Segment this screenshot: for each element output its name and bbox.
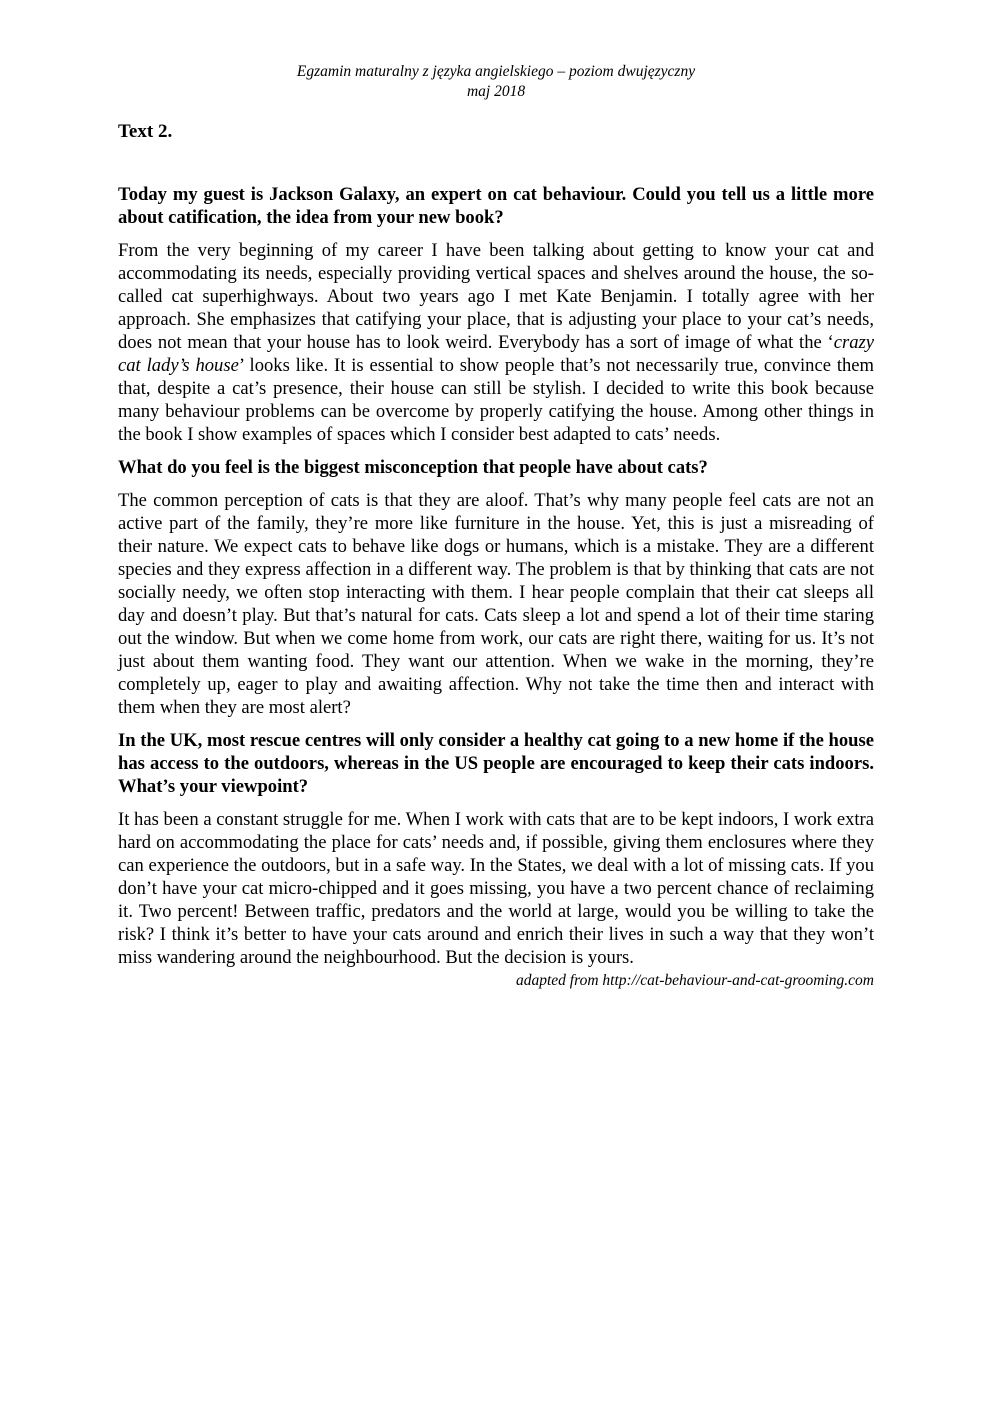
answer-1-part-1: From the very beginning of my career I have been talking about getting to know your cat and accommodating its needs, especially providing vertical spaces and shelves around the house, the so-called cat superhighways. About two years ago I met Kate Benjamin. I totally agree with her approach. She emphasizes that catifying your place, that is adjusting your place to your cat’s needs, does not mean that your house has to look weird. Everybody has a sort of image of what the ‘ xyxy=(118,240,874,353)
source-citation: adapted from http://cat-behaviour-and-cat-grooming.com xyxy=(516,972,874,989)
answer-1-part-2: ’ looks like. It is essential to show people that’s not necessarily true, convince them that, despite a cat’s presence, their house can still be stylish. I decided to write this book because many behaviour problems can be overcome by properly catifying the house. Among other things in the book I show examples of spaces which I consider best adapted to cats’ needs. xyxy=(118,355,874,445)
exam-header xyxy=(118,62,874,102)
interview-answer-2: The common perception of cats is that they are aloof. That’s why many people feel cats are not an active part of the family, they’re more like furniture in the house. Yet, this is just a misreading of their nature. We expect cats to behave like dogs or humans, which is a mistake. They are a different species and they express affection in a different way. The problem is that by thinking that cats are not socially needy, we often stop interacting with them. I hear people complain that their cat sleeps all day and doesn’t play. But that’s natural for cats. Cats sleep a lot and spend a lot of their time staring out the window. But when we come home from work, our cats are right there, waiting for us. It’s not just about them wanting food. They want our attention. When we wake in the morning, they’re completely up, eager to play and awaiting affection. Why not take the time then and interact with them when they are most alert? xyxy=(118,490,874,718)
interview-answer-3: It has been a constant struggle for me. When I work with cats that are to be kept indoors, I work extra hard on accommodating the place for cats’ needs and, if possible, giving them enclosures where they can experience the outdoors, but in a safe way. In the States, we deal with a lot of missing cats. If you don’t have your cat micro-chipped and it goes missing, you have a two percent chance of reclaiming it. Two percent! Between traffic, predators and the world at large, would you be willing to take the risk? I think it’s better to have your cats around and enrich their lives in such a way that they won’t miss wandering around the neighbourhood. But the decision is yours. xyxy=(118,809,874,968)
text-label: Text 2. xyxy=(118,121,173,142)
interview-question-3: In the UK, most rescue centres will only consider a healthy cat going to a new home if the house has access to the outdoors, whereas in the US people are encouraged to keep their cats indoors. What’s your viewpoint? xyxy=(118,730,874,797)
document-page xyxy=(118,0,874,991)
interview-question-2: What do you feel is the biggest misconception that people have about cats? xyxy=(118,457,708,478)
interview-answer-1 xyxy=(118,239,874,446)
exam-header-title: Egzamin maturalny z języka angielskiego – poziom dwujęzyczny xyxy=(296,63,696,80)
answer-1-italic-phrase: crazy cat lady’s house xyxy=(118,332,874,376)
exam-header-date: maj 2018 xyxy=(466,83,526,100)
interview-question-1: Today my guest is Jackson Galaxy, an expert on cat behaviour. Could you tell us a little more about catification, the idea from your new book? xyxy=(118,184,874,228)
